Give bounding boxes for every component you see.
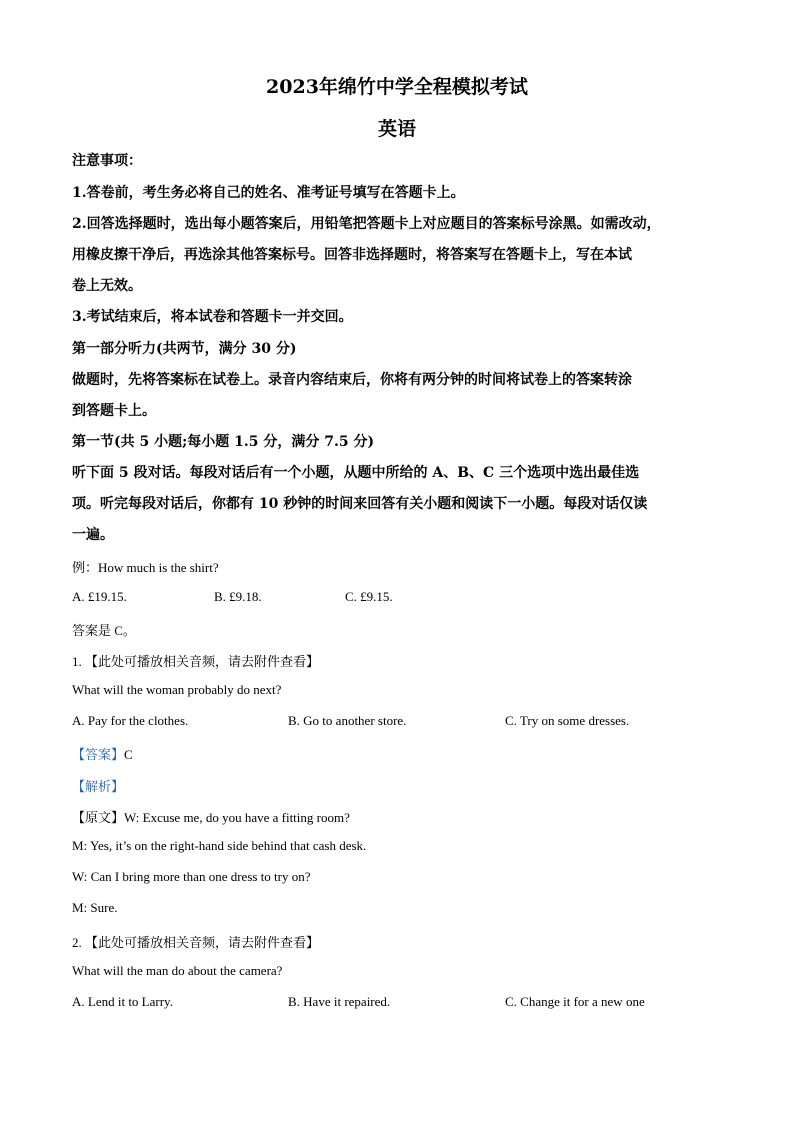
- question-1-answer-line: [72, 744, 133, 763]
- question-1-option-b: B. Go to another store.: [288, 713, 407, 728]
- part1-intro-line-2: 到答题卡上。: [72, 403, 156, 419]
- question-2-number: 2. 【此处可播放相关音频，请去附件查看】: [72, 935, 320, 950]
- notice-item-1: 1.答卷前，考生务必将自己的姓名、准考证号填写在答题卡上。: [72, 185, 465, 201]
- notice-item-2-line-2: 用橡皮擦干净后，再选涂其他答案标号。回答非选择题时，将答案写在答题卡上，写在本试: [72, 247, 632, 263]
- question-2-option-b: B. Have it repaired.: [288, 994, 391, 1009]
- question-1-text: What will the woman probably do next?: [72, 682, 282, 697]
- subject-title: 英语: [377, 118, 416, 140]
- question-1-number: 1. 【此处可播放相关音频，请去附件查看】: [72, 654, 320, 669]
- analysis-tag: 【解析】: [72, 779, 125, 794]
- notice-item-2-line-3: 卷上无效。: [72, 278, 142, 294]
- example-option-b: B. £9.18.: [214, 589, 262, 604]
- answer-tag: 【答案】: [72, 747, 125, 762]
- question-1-option-c: C. Try on some dresses.: [505, 713, 630, 728]
- transcript-line-1: 【原文】W: Excuse me, do you have a fitting room?: [72, 810, 350, 825]
- answer-value: C: [124, 747, 133, 762]
- notice-heading: 注意事项：: [72, 153, 142, 169]
- question-2-option-c: C. Change it for a new one: [505, 994, 645, 1009]
- example-prompt: 例：How much is the shirt?: [72, 560, 219, 575]
- question-1-option-a: A. Pay for the clothes.: [72, 713, 189, 728]
- example-answer: 答案是 C。: [72, 623, 136, 638]
- question-2-option-a: A. Lend it to Larry.: [72, 994, 173, 1009]
- section1-heading: 第一节(共 5 小题;每小题 1.5 分，满分 7.5 分): [72, 434, 375, 450]
- transcript-line-4: M: Sure.: [72, 900, 118, 915]
- section1-line-2: 项。听完每段对话后，你都有 10 秒钟的时间来回答有关小题和阅读下一小题。每段对话仅读: [72, 496, 648, 512]
- section1-line-3: 一遍。: [72, 527, 114, 543]
- notice-item-3: 3.考试结束后，将本试卷和答题卡一并交回。: [72, 309, 353, 325]
- example-option-a: A. £19.15.: [72, 589, 127, 604]
- part1-heading: 第一部分听力(共两节，满分 30 分): [72, 341, 297, 357]
- example-option-c: C. £9.15.: [345, 589, 393, 604]
- question-2-text: What will the man do about the camera?: [72, 963, 283, 978]
- transcript-line-2: M: Yes, it’s on the right-hand side behind that cash desk.: [72, 838, 367, 853]
- exam-title: 2023年绵竹中学全程模拟考试: [266, 76, 528, 98]
- section1-line-1: 听下面 5 段对话。每段对话后有一个小题，从题中所给的 A、B、C 三个选项中选出最佳选: [72, 465, 640, 481]
- part1-intro-line-1: 做题时，先将答案标在试卷上。录音内容结束后，你将有两分钟的时间将试卷上的答案转涂: [72, 372, 632, 388]
- transcript-line-3: W: Can I bring more than one dress to try on?: [72, 869, 311, 884]
- notice-item-2-line-1: 2.回答选择题时，选出每小题答案后，用铅笔把答题卡上对应题目的答案标号涂黑。如需改动，: [72, 216, 661, 232]
